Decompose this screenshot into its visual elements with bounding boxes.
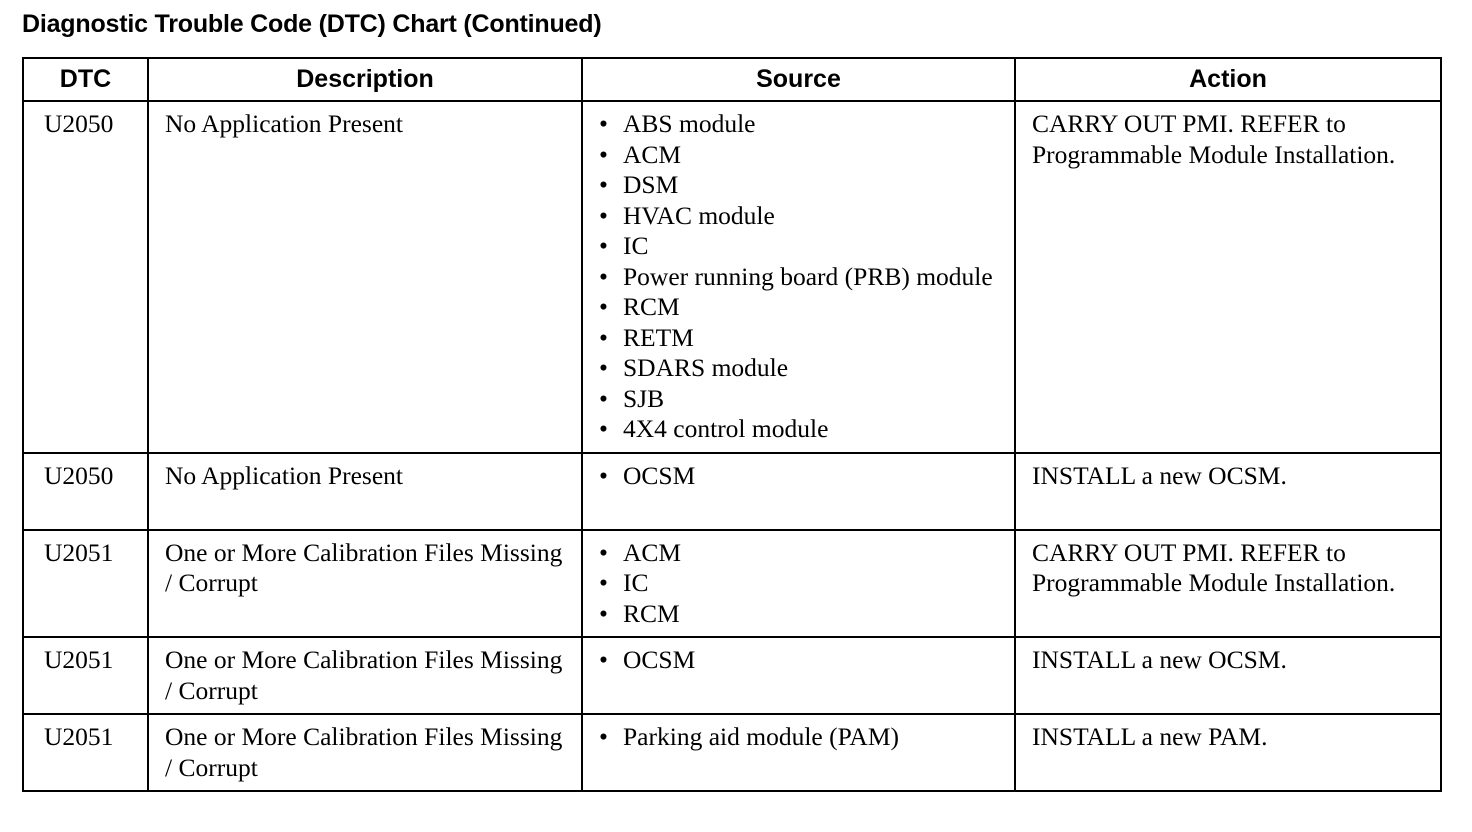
source-item: • SJB (599, 384, 1006, 415)
source-item: • RCM (599, 599, 1006, 630)
description-cell: One or More Calibration Files Missing / Corrupt (148, 637, 582, 714)
table-body (23, 101, 1441, 791)
source-item: • 4X4 control module (599, 414, 1006, 445)
source-item: • Parking aid module (PAM) (599, 722, 1006, 753)
dtc-code-cell: U2051 (23, 530, 148, 638)
column-header-action: Action (1015, 58, 1441, 101)
dtc-code-cell: U2050 (23, 101, 148, 453)
page-title: Diagnostic Trouble Code (DTC) Chart (Continued) (22, 10, 602, 38)
source-item: • HVAC module (599, 201, 1006, 232)
source-item: • OCSM (599, 461, 1006, 492)
source-item: • OCSM (599, 645, 1006, 676)
column-header-dtc: DTC (23, 58, 148, 101)
table-row (23, 101, 1441, 453)
source-list (599, 461, 1006, 492)
source-item: • ACM (599, 140, 1006, 171)
dtc-code-cell: U2051 (23, 637, 148, 714)
source-list (599, 645, 1006, 676)
column-header-source: Source (582, 58, 1015, 101)
source-list (599, 109, 1006, 445)
action-cell: CARRY OUT PMI. REFER to Programmable Module Installation. (1015, 530, 1441, 638)
table-row (23, 714, 1441, 791)
table-row (23, 453, 1441, 530)
action-cell: INSTALL a new OCSM. (1015, 453, 1441, 530)
source-item: • IC (599, 568, 1006, 599)
description-cell: One or More Calibration Files Missing / Corrupt (148, 530, 582, 638)
description-cell: One or More Calibration Files Missing / Corrupt (148, 714, 582, 791)
action-cell: INSTALL a new PAM. (1015, 714, 1441, 791)
source-list (599, 538, 1006, 630)
dtc-table (22, 57, 1442, 792)
source-cell (582, 714, 1015, 791)
source-item: • SDARS module (599, 353, 1006, 384)
column-header-description: Description (148, 58, 582, 101)
source-cell (582, 453, 1015, 530)
source-item: • ABS module (599, 109, 1006, 140)
dtc-code-cell: U2050 (23, 453, 148, 530)
source-cell (582, 637, 1015, 714)
action-cell: INSTALL a new OCSM. (1015, 637, 1441, 714)
header-row (23, 58, 1441, 101)
source-item: • RCM (599, 292, 1006, 323)
dtc-code-cell: U2051 (23, 714, 148, 791)
description-cell: No Application Present (148, 101, 582, 453)
description-cell: No Application Present (148, 453, 582, 530)
source-cell (582, 530, 1015, 638)
source-item: • IC (599, 231, 1006, 262)
source-item: • Power running board (PRB) module (599, 262, 1006, 293)
source-item: • RETM (599, 323, 1006, 354)
table-row (23, 637, 1441, 714)
action-cell: CARRY OUT PMI. REFER to Programmable Module Installation. (1015, 101, 1441, 453)
table-header (23, 58, 1441, 101)
source-item: • DSM (599, 170, 1006, 201)
source-item: • ACM (599, 538, 1006, 569)
source-cell (582, 101, 1015, 453)
source-list (599, 722, 1006, 753)
table-row (23, 530, 1441, 638)
